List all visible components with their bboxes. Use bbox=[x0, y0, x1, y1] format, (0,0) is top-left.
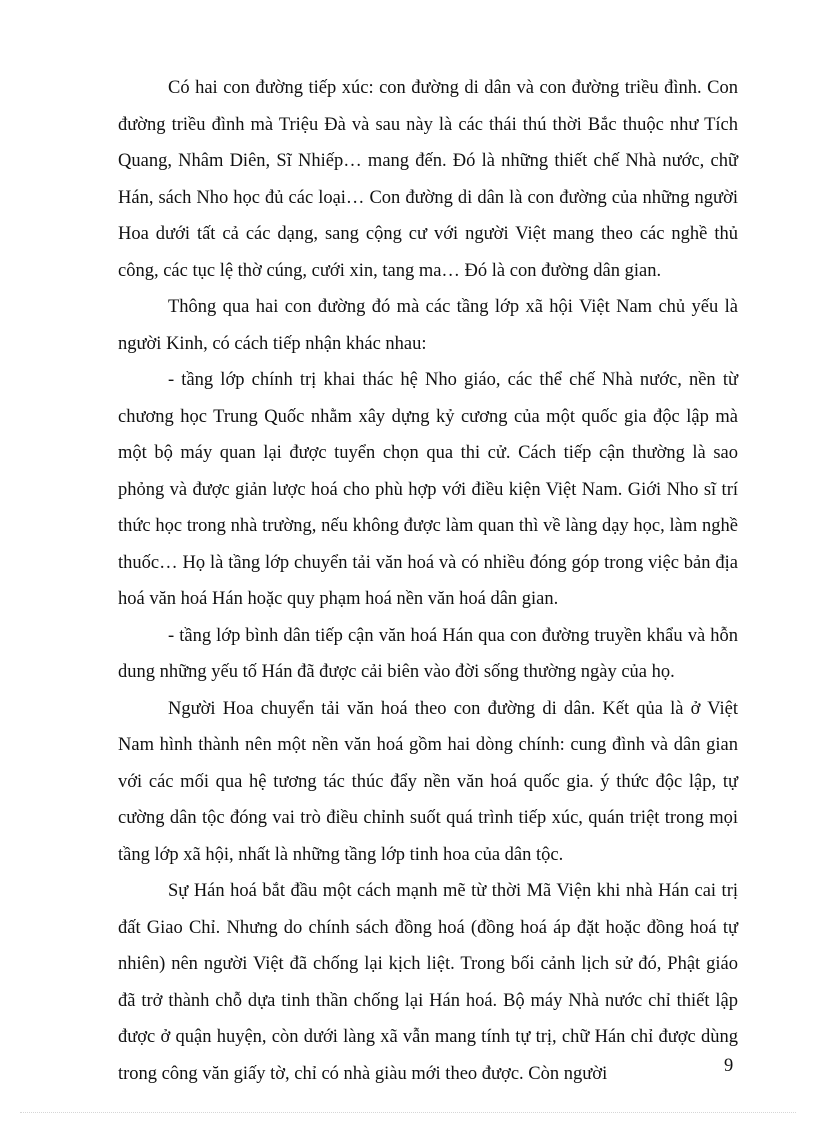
paragraph-contact-routes: Có hai con đường tiếp xúc: con đường di dân và con đường triều đình. Con đường triều đình mà Triệu Đà và sau này là các thái thú thời Bắc thuộc như Tích Quang, Nhâm Diên, Sĩ Nhiếp… mang đến. Đó là những thiết chế Nhà nước, chữ Hán, sách Nho học đủ các loại… Con đường di dân là con đường của những người Hoa dưới tất cả các dạng, sang cộng cư với người Việt mang theo các nghề thủ công, các tục lệ thờ cúng, cưới xin, tang ma… Đó là con đường dân gian. bbox=[118, 78, 738, 281]
page-number: 9 bbox=[724, 1056, 734, 1076]
paragraph-common-people: - tầng lớp bình dân tiếp cận văn hoá Hán qua con đường truyền khẩu và hỗn dung những yếu tố Hán đã được cải biên vào đời sống thường ngày của họ. bbox=[118, 625, 738, 682]
paragraph-social-classes: Thông qua hai con đường đó mà các tầng lớp xã hội Việt Nam chủ yếu là người Kinh, có cách tiếp nhận khác nhau: bbox=[118, 297, 738, 354]
paragraph-chinese-migrants: Người Hoa chuyển tải văn hoá theo con đường di dân. Kết qủa là ở Việt Nam hình thành nên một nền văn hoá gồm hai dòng chính: cung đình và dân gian với các mối qua hệ tương tác thúc đẩy nền văn hoá quốc gia. ý thức độc lập, tự cường dân tộc đóng vai trò điều chỉnh suốt quá trình tiếp xúc, quán triệt trong mọi tầng lớp xã hội, nhất là những tầng lớp tinh hoa của dân tộc. bbox=[118, 698, 738, 865]
paragraph-political-class: - tầng lớp chính trị khai thác hệ Nho giáo, các thể chế Nhà nước, nền từ chương học Trung Quốc nhằm xây dựng kỷ cương của một quốc gia độc lập mà một bộ máy quan lại được tuyển chọn qua thi cử. Cách tiếp cận thường là sao phỏng và được giản lược hoá cho phù hợp với điều kiện Việt Nam. Giới Nho sĩ trí thức học trong nhà trường, nếu không được làm quan thì về làng dạy học, làm nghề thuốc… Họ là tầng lớp chuyển tải văn hoá và có nhiều đóng góp trong việc bản địa hoá văn hoá Hán hoặc quy phạm hoá nền văn hoá dân gian. bbox=[118, 370, 738, 609]
paragraph-sinicization: Sự Hán hoá bắt đầu một cách mạnh mẽ từ thời Mã Viện khi nhà Hán cai trị đất Giao Chỉ. Nhưng do chính sách đồng hoá (đồng hoá áp đặt hoặc đồng hoá tự nhiên) nên người Việt đã chống lại kịch liệt. Trong bối cảnh lịch sử đó, Phật giáo đã trở thành chỗ dựa tinh thần chống lại Hán hoá. Bộ máy Nhà nước chỉ thiết lập được ở quận huyện, còn dưới làng xã vẫn mang tính tự trị, chữ Hán chỉ được dùng trong công văn giấy tờ, chỉ có nhà giàu mới theo được. Còn người bbox=[118, 881, 738, 1084]
footer-divider bbox=[20, 1112, 796, 1113]
document-body bbox=[118, 70, 738, 1092]
